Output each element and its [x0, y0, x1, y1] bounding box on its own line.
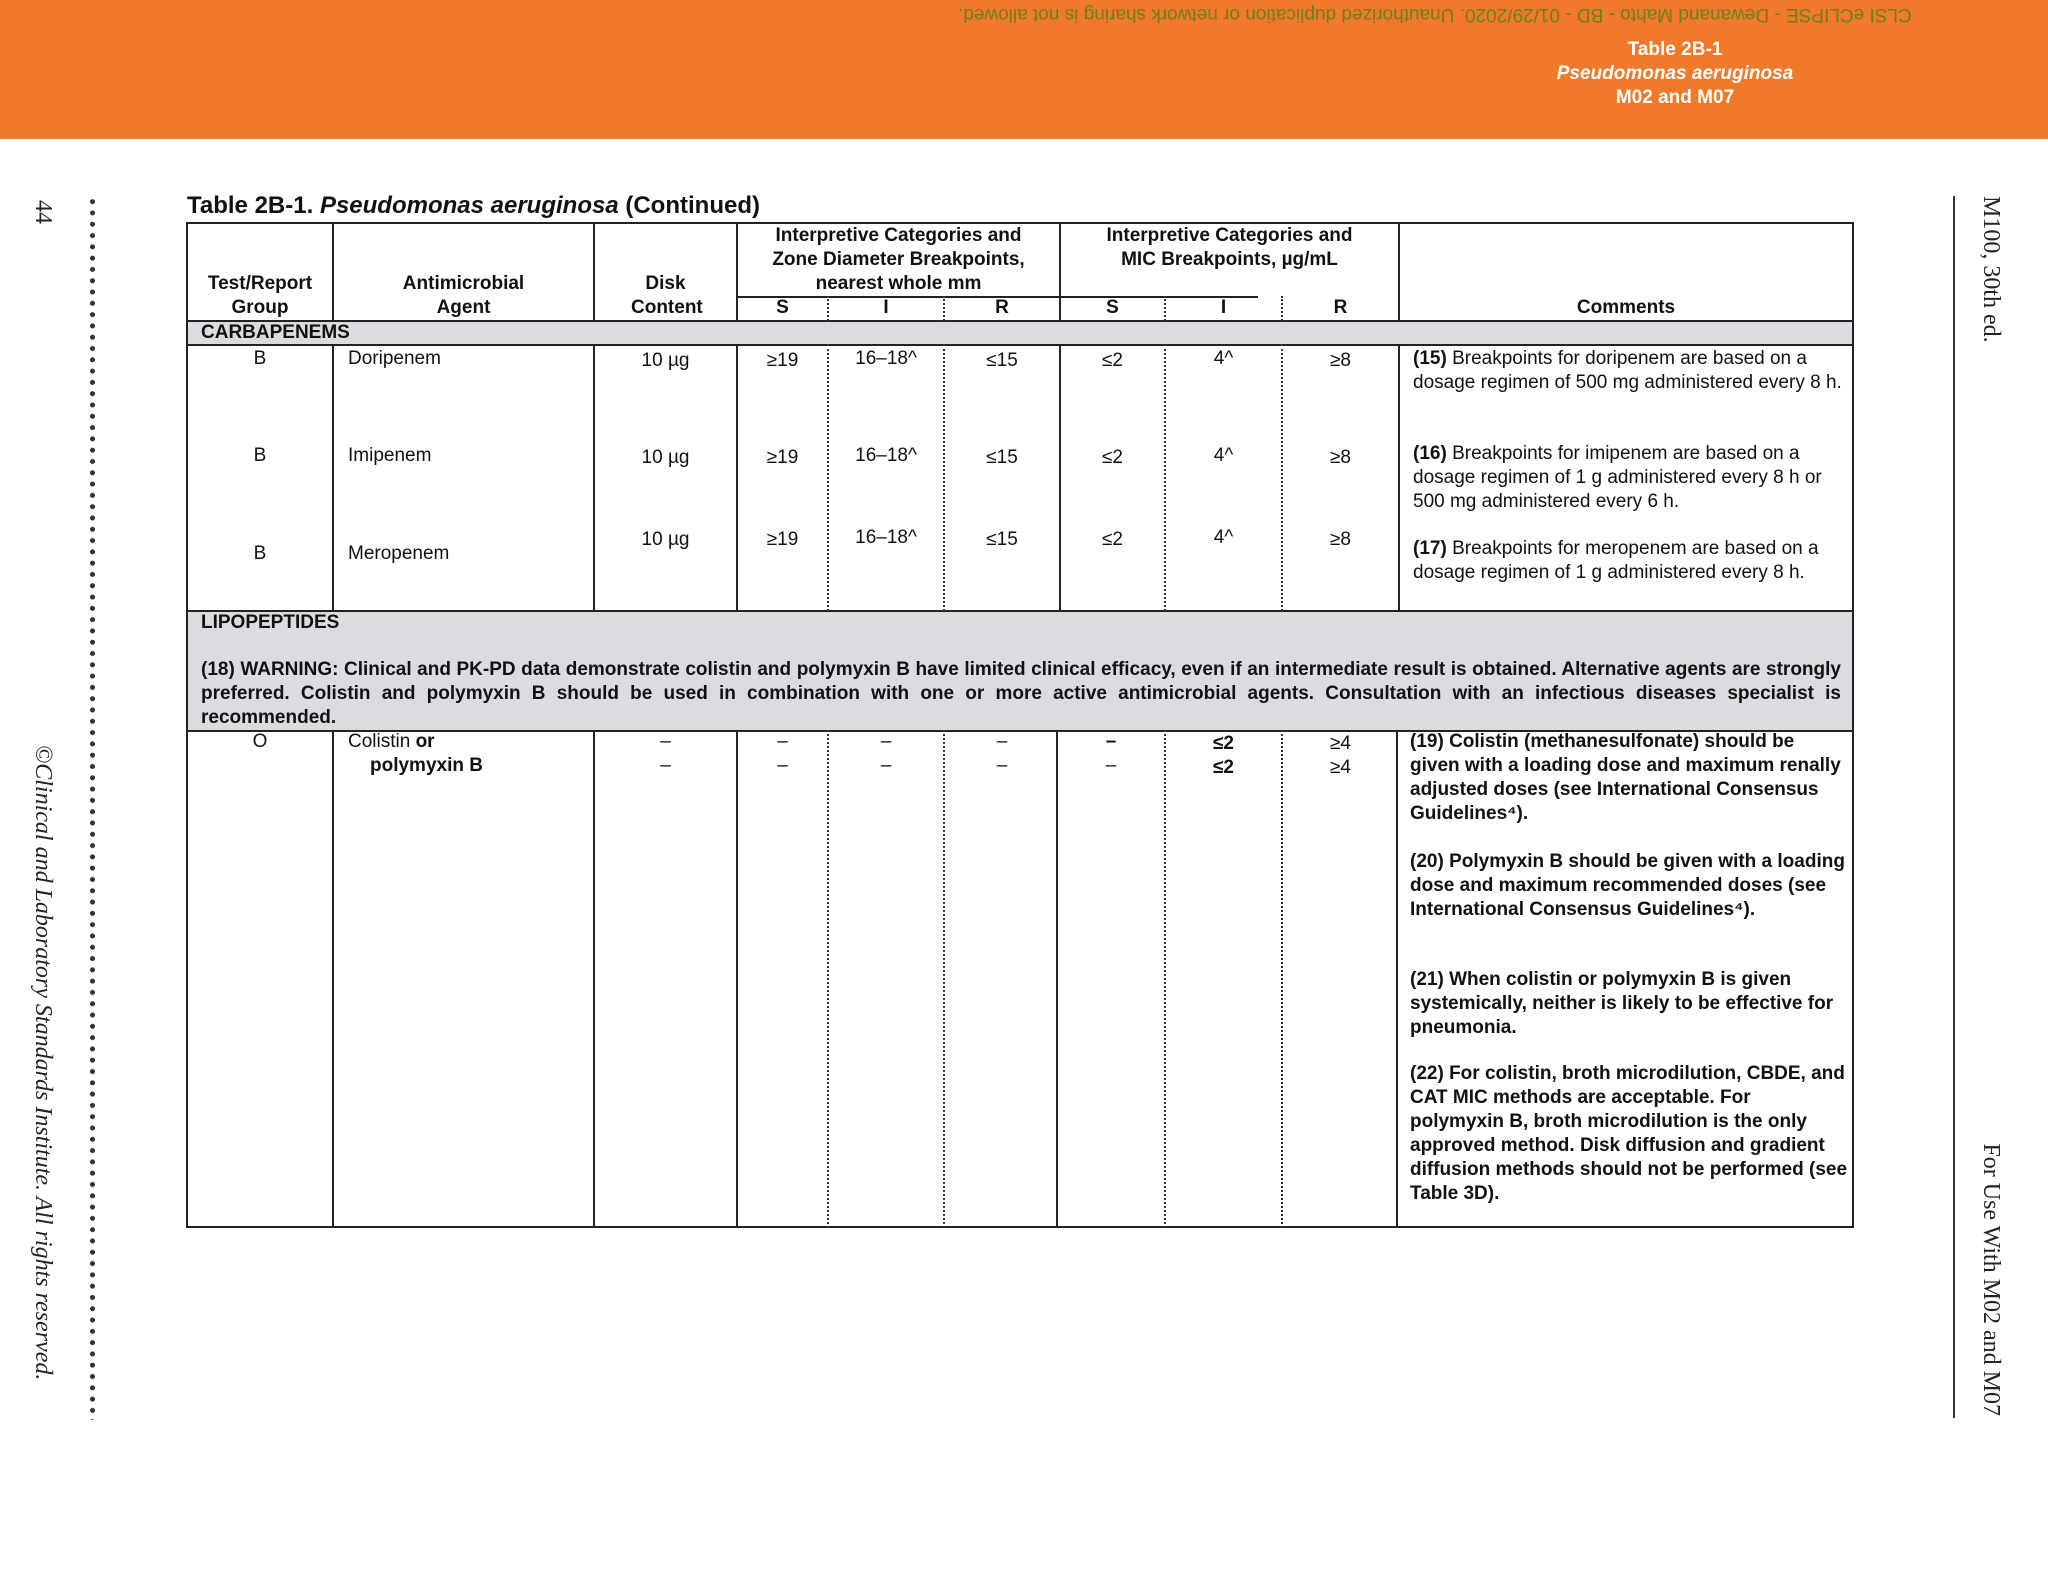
mic-i-colistin: ≤2 [1213, 733, 1234, 754]
header-group: Test/Report Group [207, 273, 313, 318]
section-lipopeptides: LIPOPEPTIDES [201, 612, 340, 633]
left-margin [20, 200, 60, 1420]
mic-r-colistin: ≥4 [1330, 733, 1351, 754]
use-with-label: For Use With M02 and M07 [1978, 1143, 2004, 1416]
col-rule [1396, 730, 1398, 1228]
header-mic-s: S [1106, 297, 1119, 318]
banner-table-id: Table 2B-1 [1627, 39, 1723, 60]
col-rule [1056, 730, 1058, 1228]
zone-r-dash: – [996, 731, 1008, 752]
row-disk: 10 µg [641, 447, 690, 468]
mic-r-polymyxin: ≥4 [1330, 757, 1351, 778]
carbapenems-band [188, 321, 1852, 344]
header-banner [0, 0, 2048, 139]
col-rule [736, 730, 738, 1228]
zone-r-dash: – [996, 755, 1008, 776]
warning-note: (18) WARNING: Clinical and PK-PD data demonstrate colistin and polymyxin B have limited clinical efficacy, even if an intermediate result is obtained. Alternative agents are strongly preferred. Colistin and polymyxin B should be used in combination with one or more active antimicrobial agents. Consultation with an infectious diseases specialist is recommended. [201, 659, 1841, 728]
header-mic: Interpretive Categories and MIC Breakpoints, µg/mL [1106, 225, 1353, 270]
row-mic-r: ≥8 [1330, 447, 1351, 468]
title-organism: Pseudomonas aeruginosa [319, 192, 619, 219]
col-rule [593, 344, 595, 611]
row-comment [1413, 442, 1843, 514]
header-zone-i: I [883, 297, 889, 318]
row-zone-i: 16–18^ [855, 445, 917, 466]
header-rule [188, 320, 1852, 322]
row-disk: 10 µg [641, 529, 690, 550]
comment-text: Breakpoints for doripenem are based on a dosage regimen of 500 mg administered every 8 h. [1413, 348, 1842, 393]
comment-21: (21) When colistin or polymyxin B is given systemically, neither is likely to be effective for pneumonia. [1410, 969, 1834, 1038]
page-number: 44 [30, 200, 56, 224]
row-mic-i: 4^ [1213, 445, 1234, 466]
zone-s-dash: – [777, 755, 788, 776]
disk-dash: – [660, 755, 671, 776]
row-zone-i: 16–18^ [855, 527, 917, 548]
row-zone-s: ≥19 [766, 447, 799, 468]
mic-s-dash: – [1105, 755, 1117, 776]
right-rule [1953, 196, 1955, 1418]
right-margin [1968, 196, 2008, 1416]
col-rule [1059, 344, 1061, 611]
subcol-rule [827, 730, 829, 1228]
row-mic-s: ≤2 [1102, 529, 1123, 550]
comment-20: (20) Polymyxin B should be given with a loading dose and maximum recommended doses (see International Consensus Guidelines⁴). [1410, 851, 1845, 920]
header-mic-r: R [1333, 297, 1348, 318]
row-zone-i: 16–18^ [855, 348, 917, 369]
comment-number: (16) [1413, 443, 1447, 464]
mic-i-polymyxin: ≤2 [1213, 757, 1234, 778]
subcol-rule [1281, 344, 1283, 611]
row-zone-s: ≥19 [766, 529, 799, 550]
row-group: B [253, 348, 267, 369]
banner-organism: Pseudomonas aeruginosa [1556, 63, 1794, 84]
row-mic-s: ≤2 [1102, 350, 1123, 371]
table-title [187, 192, 760, 220]
comment-text: Breakpoints for imipenem are based on a dosage regimen of 1 g administered every 8 h or 500 mg administered every 6 h. [1413, 443, 1822, 512]
row-zone-s: ≥19 [766, 350, 799, 371]
header-zone-r: R [995, 297, 1009, 318]
row-agent: Imipenem [348, 445, 432, 466]
zone-s-dash: – [777, 731, 788, 752]
row-agent-colistin [348, 730, 435, 754]
watermark: CLSI eCLIPSE - Dewanand Mahto - BD - 01/29/2020. Unauthorized duplication or network sharing is not allowed. [958, 4, 1912, 25]
header-zone-s: S [776, 297, 789, 318]
col-rule [593, 730, 595, 1228]
row-zone-r: ≤15 [986, 447, 1018, 468]
comment-19: (19) Colistin (methanesulfonate) should be given with a loading dose and maximum renally adjusted doses (see International Consensus Guidelines⁴). [1410, 731, 1841, 824]
copyright: ©Clinical and Laboratory Standards Institute. All rights reserved. [30, 745, 56, 1381]
title-suffix: (Continued) [618, 192, 760, 219]
row-group: O [252, 731, 268, 752]
edition-label: M100, 30th ed. [1978, 196, 2004, 343]
carbapenems-rule [188, 344, 1852, 346]
subcol-rule [943, 344, 945, 611]
col-rule [332, 344, 334, 611]
lipo-top-rule [188, 610, 1852, 612]
row-comment [1413, 347, 1843, 395]
subcol-rule [1281, 730, 1283, 1228]
zone-i-dash: – [880, 755, 892, 776]
row-zone-r: ≤15 [986, 529, 1018, 550]
comment-number: (17) [1413, 538, 1447, 559]
header-comments: Comments [1576, 297, 1676, 318]
header-mic-i: I [1220, 297, 1227, 318]
title-prefix: Table 2B-1. [187, 192, 320, 219]
zone-i-dash: – [880, 731, 892, 752]
header-agent: Antimicrobial Agent [402, 273, 525, 318]
section-carbapenems: CARBAPENEMS [201, 322, 350, 343]
row-mic-s: ≤2 [1102, 447, 1123, 468]
disk-dash: – [660, 731, 671, 752]
row-agent: Meropenem [348, 543, 450, 564]
agent-or: or [415, 731, 435, 752]
banner-standards: M02 and M07 [1615, 87, 1735, 108]
dotted-rule [88, 196, 97, 1420]
header-zone: Interpretive Categories and Zone Diameter Breakpoints, nearest whole mm [772, 225, 1025, 294]
subcol-rule [943, 730, 945, 1228]
comment-text: Breakpoints for meropenem are based on a dosage regimen of 1 g administered every 8 h. [1413, 538, 1819, 583]
row-mic-i: 4^ [1213, 348, 1234, 369]
row-mic-r: ≥8 [1330, 529, 1351, 550]
comment-22: (22) For colistin, broth microdilution, CBDE, and CAT MIC methods are acceptable. For polymyxin B, broth microdilution is the only approved method. Disk diffusion and gradient diffusion methods should not be performed (see Table 3D). [1410, 1063, 1848, 1204]
subcol-rule [1164, 730, 1166, 1228]
col-rule [736, 344, 738, 611]
agent-colistin: Colistin [348, 731, 416, 752]
col-rule [332, 730, 334, 1228]
breakpoint-table [186, 222, 1854, 1228]
col-rule [1398, 344, 1400, 611]
row-zone-r: ≤15 [986, 350, 1018, 371]
row-mic-r: ≥8 [1330, 350, 1351, 371]
row-mic-i: 4^ [1213, 527, 1234, 548]
subcol-rule [1164, 344, 1166, 611]
banner-title [1530, 38, 1820, 110]
row-agent-polymyxin: polymyxin B [370, 755, 483, 776]
row-group: B [253, 543, 267, 564]
subcol-rule [827, 344, 829, 611]
mic-s-dash: – [1105, 731, 1117, 752]
header-disk: Disk Content [631, 273, 703, 318]
row-agent: Doripenem [348, 348, 441, 369]
comment-number: (15) [1413, 348, 1447, 369]
row-comment [1413, 537, 1843, 585]
row-disk: 10 µg [641, 350, 690, 371]
row-group: B [253, 445, 267, 466]
